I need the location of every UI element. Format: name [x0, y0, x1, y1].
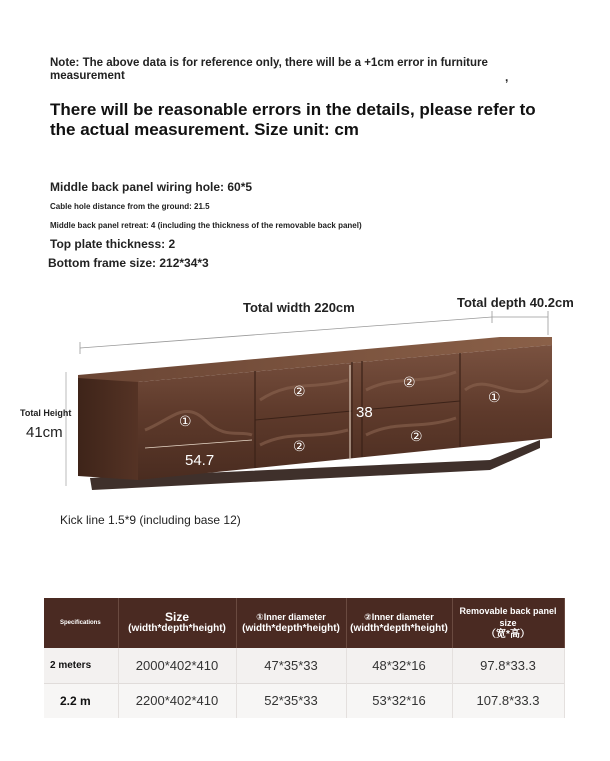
kick-line-label: Kick line 1.5*9 (including base 12) — [60, 513, 241, 527]
drawer-marker-2-top-right: ② — [403, 374, 416, 390]
header-back-panel — [452, 598, 564, 648]
row-inner-1: 47*35*33 — [236, 648, 346, 683]
table-header-row — [44, 598, 564, 648]
row-inner-1: 52*35*33 — [236, 683, 346, 718]
header-inner-2 — [346, 598, 452, 648]
header-size-title: Size — [164, 610, 189, 624]
door-height-label: 38 — [356, 404, 373, 421]
header-inner-1 — [236, 598, 346, 648]
row-spec: 2.2 m — [44, 683, 118, 718]
header-inner-1-sub: (width*depth*height) — [242, 623, 340, 634]
error-headline: There will be reasonable errors in the details, please refer to the actual measurement. Size unit: cm — [50, 100, 536, 139]
header-back-panel-title: Removable back panel size — [459, 606, 557, 628]
row-inner-2: 53*32*16 — [346, 683, 452, 718]
door-width-label: 54.7 — [185, 452, 215, 469]
spec-top-plate: Top plate thickness: 2 — [50, 237, 176, 251]
header-size — [118, 598, 236, 648]
header-size-sub: (width*depth*height) — [128, 623, 226, 634]
row-back-panel: 107.8*33.3 — [452, 683, 564, 718]
row-spec: 2 meters — [44, 648, 118, 683]
door-marker-1-right: ① — [488, 389, 501, 405]
header-specifications: Specifications — [44, 598, 118, 648]
specification-table — [44, 598, 564, 720]
header-back-panel-sub: （宽*高） — [486, 629, 530, 640]
note-mark: , — [505, 70, 509, 84]
spec-cable-hole-distance: Cable hole distance from the ground: 21.5 — [50, 202, 210, 211]
drawer-marker-2-bottom-left: ② — [293, 438, 306, 454]
drawer-marker-2-top-left: ② — [293, 383, 306, 399]
door-marker-1-left: ① — [179, 413, 192, 429]
tv-cabinet-illustration — [0, 290, 610, 540]
header-inner-1-title: ①Inner diameter — [256, 612, 326, 622]
total-width-label: Total width 220cm — [243, 300, 355, 315]
disclaimer-note: Note: The above data is for reference only, there will be a +1cm error in furniture measurement — [50, 57, 488, 82]
row-back-panel: 97.8*33.3 — [452, 648, 564, 683]
row-size: 2000*402*410 — [118, 648, 236, 683]
drawer-marker-2-bottom-right: ② — [410, 428, 423, 444]
table-row — [44, 648, 564, 683]
header-inner-2-sub: (width*depth*height) — [350, 623, 448, 634]
header-inner-2-title: ②Inner diameter — [364, 612, 434, 622]
table-row — [44, 683, 564, 718]
row-inner-2: 48*32*16 — [346, 648, 452, 683]
spec-bottom-frame: Bottom frame size: 212*34*3 — [48, 256, 209, 270]
total-height-value: 41cm — [26, 424, 63, 441]
row-size: 2200*402*410 — [118, 683, 236, 718]
spec-wiring-hole: Middle back panel wiring hole: 60*5 — [50, 180, 253, 194]
total-height-label: Total Height — [20, 408, 72, 418]
total-depth-label: Total depth 40.2cm — [457, 295, 574, 310]
spec-back-panel-retreat: Middle back panel retreat: 4 (including the thickness of the removable back panel) — [50, 221, 362, 230]
cabinet-left-side — [78, 378, 138, 480]
